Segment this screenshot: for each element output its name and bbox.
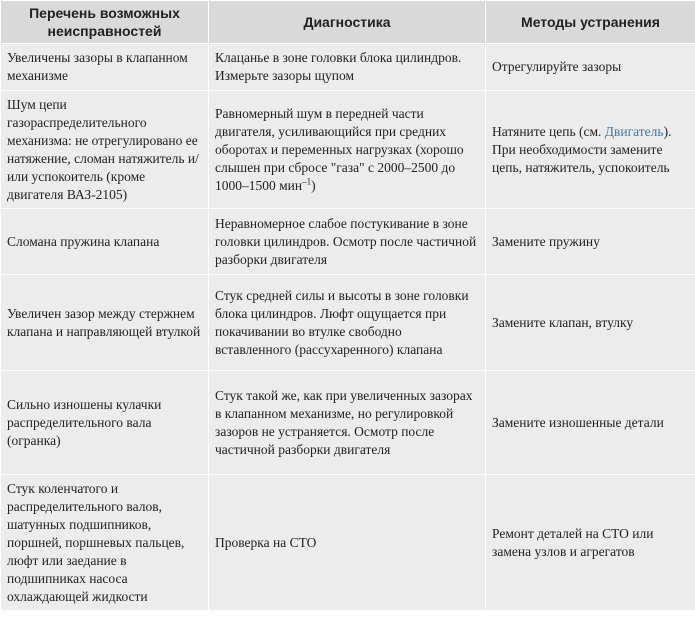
remedy-cell: Замените изношенные детали <box>486 371 695 475</box>
diagnostics-cell: Стук такой же, как при увеличенных зазорах в клапанном механизме, но регулировкой зазоров не устраняется. Осмотр после частичной разборки двигателя <box>209 371 486 475</box>
diagnostics-text: Равномерный шум в передней части двигателя, усиливающийся при средних оборотах и переменных нагрузках (хорошо слышен при сбросе "газа" с 2000–2500 до 1000–1500 мин <box>215 105 464 193</box>
diagnostics-cell: Стук средней силы и высоты в зоне головки блока цилиндров. Люфт ощущается при покачивании во втулке свободно вставленного (рассухаренного) клапана <box>209 275 486 371</box>
unit-exponent: –1 <box>302 176 312 186</box>
remedy-cell: Замените пружину <box>486 209 695 275</box>
engine-link[interactable]: Двигатель <box>604 123 664 139</box>
remedy-cell: Ремонт деталей на СТО или замена узлов и агрегатов <box>486 475 695 611</box>
diagnostics-cell <box>209 91 486 209</box>
fault-cell: Сильно изношены кулачки распределительного вала (огранка) <box>1 371 209 475</box>
fault-cell: Увеличены зазоры в клапанном механизме <box>1 44 209 91</box>
remedy-cell: Замените клапан, втулку <box>486 275 695 371</box>
table-row <box>1 475 695 611</box>
fault-cell: Увеличен зазор между стержнем клапана и направляющей втулкой <box>1 275 209 371</box>
header-diagnostics: Диагностика <box>209 1 486 44</box>
remedy-cell: Отрегулируйте зазоры <box>486 44 695 91</box>
diagnostics-cell: Проверка на СТО <box>209 475 486 611</box>
header-row <box>1 1 695 44</box>
header-faults: Перечень возможных неисправностей <box>1 1 209 44</box>
fault-cell: Сломана пружина клапана <box>1 209 209 275</box>
header-remedies: Методы устранения <box>486 1 695 44</box>
remedy-text: Натяните цепь (см. <box>492 123 605 139</box>
remedy-cell <box>486 91 695 209</box>
diagnostics-text-end: ) <box>311 177 316 193</box>
fault-cell: Стук коленчатого и распределительного валов, шатунных подшипников, поршней, поршневых пальцев, люфт или заедание в подшипниках насоса охлаждающей жидкости <box>1 475 209 611</box>
table-row <box>1 91 695 209</box>
table-row <box>1 275 695 371</box>
table-row <box>1 44 695 91</box>
table-row <box>1 371 695 475</box>
diagnostics-cell: Клацанье в зоне головки блока цилиндров. Измерьте зазоры щупом <box>209 44 486 91</box>
diagnostics-cell: Неравномерное слабое постукивание в зоне головки цилиндров. Осмотр после частичной разборки двигателя <box>209 209 486 275</box>
fault-cell: Шум цепи газораспределительного механизма: не отрегулировано ее натяжение, сломан натяжитель и/или успокоитель (кроме двигателя ВАЗ-2105) <box>1 91 209 209</box>
remedy-text-end: ). При необходимости замените цепь, натяжитель, успокоитель <box>492 123 672 175</box>
table-row <box>1 209 695 275</box>
